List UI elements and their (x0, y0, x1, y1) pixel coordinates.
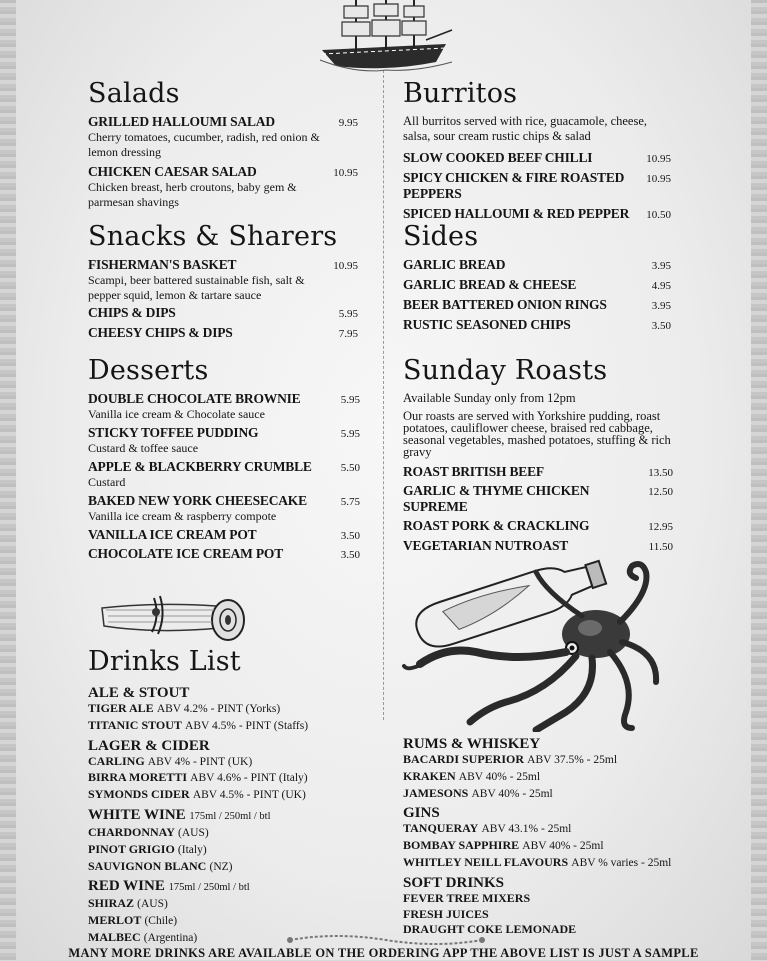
drink-name: CARLING (88, 753, 145, 768)
drink-detail: (Italy) (177, 843, 207, 856)
drink-category (88, 685, 378, 735)
drink-name: CHARDONNAY (88, 824, 175, 839)
item-price: 3.95 (651, 300, 671, 312)
drinks-title: Drinks List (88, 646, 241, 677)
drink-name: MERLOT (88, 913, 142, 928)
item-name: GARLIC & THYME CHICKEN SUPREME (403, 483, 590, 514)
footer-note: MANY MORE DRINKS ARE AVAILABLE ON THE ORDERING APP THE ABOVE LIST IS JUST A SAMPLE (68, 946, 699, 960)
drink-line (88, 718, 378, 735)
item-price: 5.50 (340, 462, 360, 474)
item-name: BAKED NEW YORK CHEESECAKE (88, 493, 307, 508)
section-title: Salads (88, 78, 180, 109)
drink-name: JAMESONS (403, 785, 469, 800)
sides-section (403, 222, 671, 333)
item-name: VEGETARIAN NUTROAST (403, 538, 569, 553)
drink-name: BIRRA MORETTI (88, 770, 188, 785)
drink-name: MALBEC (88, 929, 141, 944)
item-name: SLOW COOKED BEEF CHILLI (403, 150, 593, 165)
scroll-icon (96, 588, 248, 644)
snacks-section (88, 222, 358, 341)
menu-item (88, 114, 358, 160)
drink-name: FEVER TREE MIXERS (403, 890, 531, 905)
drink-category-name: RED WINE (88, 878, 165, 895)
drink-name: SHIRAZ (88, 896, 135, 911)
menu-item (88, 459, 360, 490)
item-name: VANILLA ICE CREAM POT (88, 527, 257, 542)
drink-detail: (AUS) (178, 826, 209, 839)
drink-category-title (88, 807, 378, 825)
drink-detail: ABV 4.6% - PINT (Italy) (190, 772, 308, 785)
item-description: Vanilla ice cream & Chocolate sauce (88, 407, 265, 421)
item-description: Custard & toffee sauce (88, 441, 199, 455)
drink-category (88, 807, 378, 875)
item-description: Scampi, beer battered sustainable fish, salt & pepper squid, lemon & tartare sauce (88, 273, 305, 302)
drink-detail: ABV 43.1% - 25ml (481, 823, 572, 836)
drink-line (88, 754, 378, 771)
item-price: 13.50 (648, 467, 673, 479)
menu-item (88, 546, 360, 562)
drink-name: KRAKEN (403, 768, 456, 783)
menu-item (88, 493, 360, 524)
menu-item (403, 277, 671, 293)
item-description: Vanilla ice cream & raspberry compote (88, 509, 277, 523)
sailing-ship-icon (316, 0, 456, 76)
drink-line (403, 907, 693, 923)
menu-item (88, 527, 360, 543)
item-name: BEER BATTERED ONION RINGS (403, 297, 607, 312)
item-name: CHICKEN CAESAR SALAD (88, 164, 257, 179)
drink-name: WHITLEY NEILL FLAVOURS (403, 854, 569, 869)
burritos-section (403, 79, 671, 222)
rope-ornament-icon (286, 934, 486, 946)
menu-item (88, 391, 360, 422)
drink-category-name: WHITE WINE (88, 806, 186, 823)
section-intro: Available Sunday only from 12pm (403, 391, 576, 405)
item-name: STICKY TOFFEE PUDDING (88, 425, 259, 440)
drink-name: FRESH JUICES (403, 906, 489, 921)
item-name: RUSTIC SEASONED CHIPS (403, 317, 571, 332)
item-price: 9.95 (338, 117, 358, 129)
item-name: CHIPS & DIPS (88, 305, 176, 320)
octopus-bottle-icon (396, 552, 666, 732)
drink-category-title: LAGER & CIDER (88, 737, 210, 754)
item-price: 5.95 (340, 394, 360, 406)
item-name: GARLIC BREAD & CHEESE (403, 277, 577, 292)
menu-item (403, 297, 671, 313)
section-title: Sides (403, 221, 479, 252)
item-price: 3.95 (651, 260, 671, 272)
item-price: 10.95 (333, 167, 358, 179)
drink-name: SYMONDS CIDER (88, 787, 190, 802)
drink-line (403, 752, 693, 769)
drink-line (403, 821, 693, 838)
drink-line (403, 838, 693, 855)
drink-category-title: ALE & STOUT (88, 685, 190, 701)
menu-item (403, 150, 671, 166)
menu-item (403, 257, 671, 273)
drink-detail: (Argentina) (143, 931, 198, 944)
drink-detail: ABV 4% - PINT (UK) (147, 755, 253, 768)
item-price: 10.95 (646, 153, 671, 165)
item-name: CHOCOLATE ICE CREAM POT (88, 546, 284, 561)
right-torn-edge (751, 0, 767, 960)
item-price: 11.50 (648, 541, 673, 553)
item-price: 3.50 (651, 320, 671, 332)
drink-detail: (Chile) (144, 915, 178, 928)
drink-name: BACARDI SUPERIOR (403, 752, 525, 766)
drink-category (403, 736, 693, 802)
drink-name: DRAUGHT COKE LEMONADE (403, 922, 577, 937)
section-title: Sunday Roasts (403, 355, 608, 386)
menu-item (403, 518, 673, 534)
menu-item (403, 206, 671, 222)
item-name: GARLIC BREAD (403, 257, 506, 272)
drink-detail: ABV 40% - 25ml (522, 840, 604, 853)
drink-category-title: GINS (403, 805, 440, 822)
drink-category-title (88, 878, 378, 896)
item-name: APPLE & BLACKBERRY CRUMBLE (88, 459, 312, 474)
drink-detail: ABV 4.5% - PINT (Staffs) (185, 719, 309, 732)
section-title: Burritos (403, 78, 518, 109)
drink-category (403, 805, 693, 871)
item-price: 3.50 (340, 530, 360, 542)
item-price: 12.50 (648, 486, 673, 498)
left-torn-edge (0, 0, 16, 960)
desserts-section (88, 356, 360, 562)
section-intro: All burritos served with rice, guacamole, cheese, salsa, sour cream rustic chips & salad (403, 114, 648, 143)
menu-item (88, 305, 358, 321)
drink-name: TITANIC STOUT (88, 717, 182, 732)
menu-item (403, 317, 671, 333)
drink-category (403, 875, 693, 938)
section-description: Our roasts are served with Yorkshire pudding, roast potatoes, cauliflower cheese, braised red cabbage, seasonal vegetables, mashed potatoes, stuffing & rich gravy (403, 409, 671, 459)
drink-line (88, 859, 378, 876)
drink-line (403, 769, 693, 786)
drink-line (88, 770, 378, 787)
drink-name: SAUVIGNON BLANC (88, 858, 207, 873)
drink-name: TANQUERAY (403, 821, 479, 836)
drink-category-title: RUMS & WHISKEY (403, 736, 541, 752)
drink-detail: ABV % varies - 25ml (571, 856, 672, 869)
item-description: Cherry tomatoes, cucumber, radish, red onion & lemon dressing (88, 130, 320, 159)
drink-line (88, 896, 378, 913)
drink-detail: (AUS) (137, 898, 168, 911)
item-name: GRILLED HALLOUMI SALAD (88, 114, 275, 129)
item-price: 3.50 (340, 549, 360, 561)
item-description: Custard (88, 475, 126, 489)
item-name: CHEESY CHIPS & DIPS (88, 325, 233, 340)
drink-line (403, 855, 693, 872)
item-price: 10.50 (646, 209, 671, 221)
item-name: ROAST BRITISH BEEF (403, 464, 544, 479)
drink-line (403, 786, 693, 803)
drink-name: TIGER ALE (88, 701, 154, 715)
drink-line (88, 825, 378, 842)
item-name: SPICED HALLOUMI & RED PEPPER (403, 206, 630, 221)
menu-item (403, 170, 671, 202)
menu-item (88, 164, 358, 210)
menu-item (88, 257, 358, 303)
drink-line (88, 701, 378, 718)
item-price: 7.95 (338, 328, 358, 340)
drink-category-note: 175ml / 250ml / btl (189, 810, 271, 822)
item-name: SPICY CHICKEN & FIRE ROASTED PEPPERS (403, 170, 625, 201)
drink-detail: ABV 40% - 25ml (471, 787, 553, 800)
item-price: 5.95 (340, 428, 360, 440)
drink-line (88, 842, 378, 859)
drinks-right-column (403, 736, 693, 938)
column-divider (383, 60, 385, 720)
menu-item (88, 425, 360, 456)
drink-detail: ABV 40% - 25ml (458, 770, 541, 783)
menu-item (403, 483, 673, 515)
item-name: ROAST PORK & CRACKLING (403, 518, 590, 533)
item-name: FISHERMAN'S BASKET (88, 257, 237, 272)
drink-line (88, 787, 378, 804)
roasts-section (403, 356, 673, 554)
drinks-left-column (88, 685, 378, 947)
item-price: 10.95 (333, 260, 358, 272)
item-price: 5.95 (338, 308, 358, 320)
item-description: Chicken breast, herb croutons, baby gem & parmesan shavings (88, 180, 297, 209)
salads-section (88, 79, 358, 210)
item-name: DOUBLE CHOCOLATE BROWNIE (88, 391, 301, 406)
item-price: 10.95 (646, 173, 671, 185)
menu-item (88, 325, 358, 341)
drink-line (88, 913, 378, 930)
drink-line (403, 891, 693, 907)
drink-category-title: SOFT DRINKS (403, 874, 505, 891)
menu-item (403, 464, 673, 480)
drink-detail: ABV 4.2% - PINT (Yorks) (156, 703, 281, 715)
item-price: 4.95 (651, 280, 671, 292)
section-title: Snacks & Sharers (88, 221, 338, 252)
drink-category-note: 175ml / 250ml / btl (168, 882, 250, 894)
drink-detail: ABV 4.5% - PINT (UK) (192, 789, 306, 802)
drink-name: PINOT GRIGIO (88, 841, 175, 856)
drink-category (88, 738, 378, 804)
section-title: Desserts (88, 355, 209, 386)
drink-detail: (NZ) (209, 860, 233, 873)
drink-detail: ABV 37.5% - 25ml (527, 754, 618, 766)
item-price: 12.95 (648, 521, 673, 533)
drink-name: BOMBAY SAPPHIRE (403, 838, 520, 853)
item-price: 5.75 (340, 496, 360, 508)
